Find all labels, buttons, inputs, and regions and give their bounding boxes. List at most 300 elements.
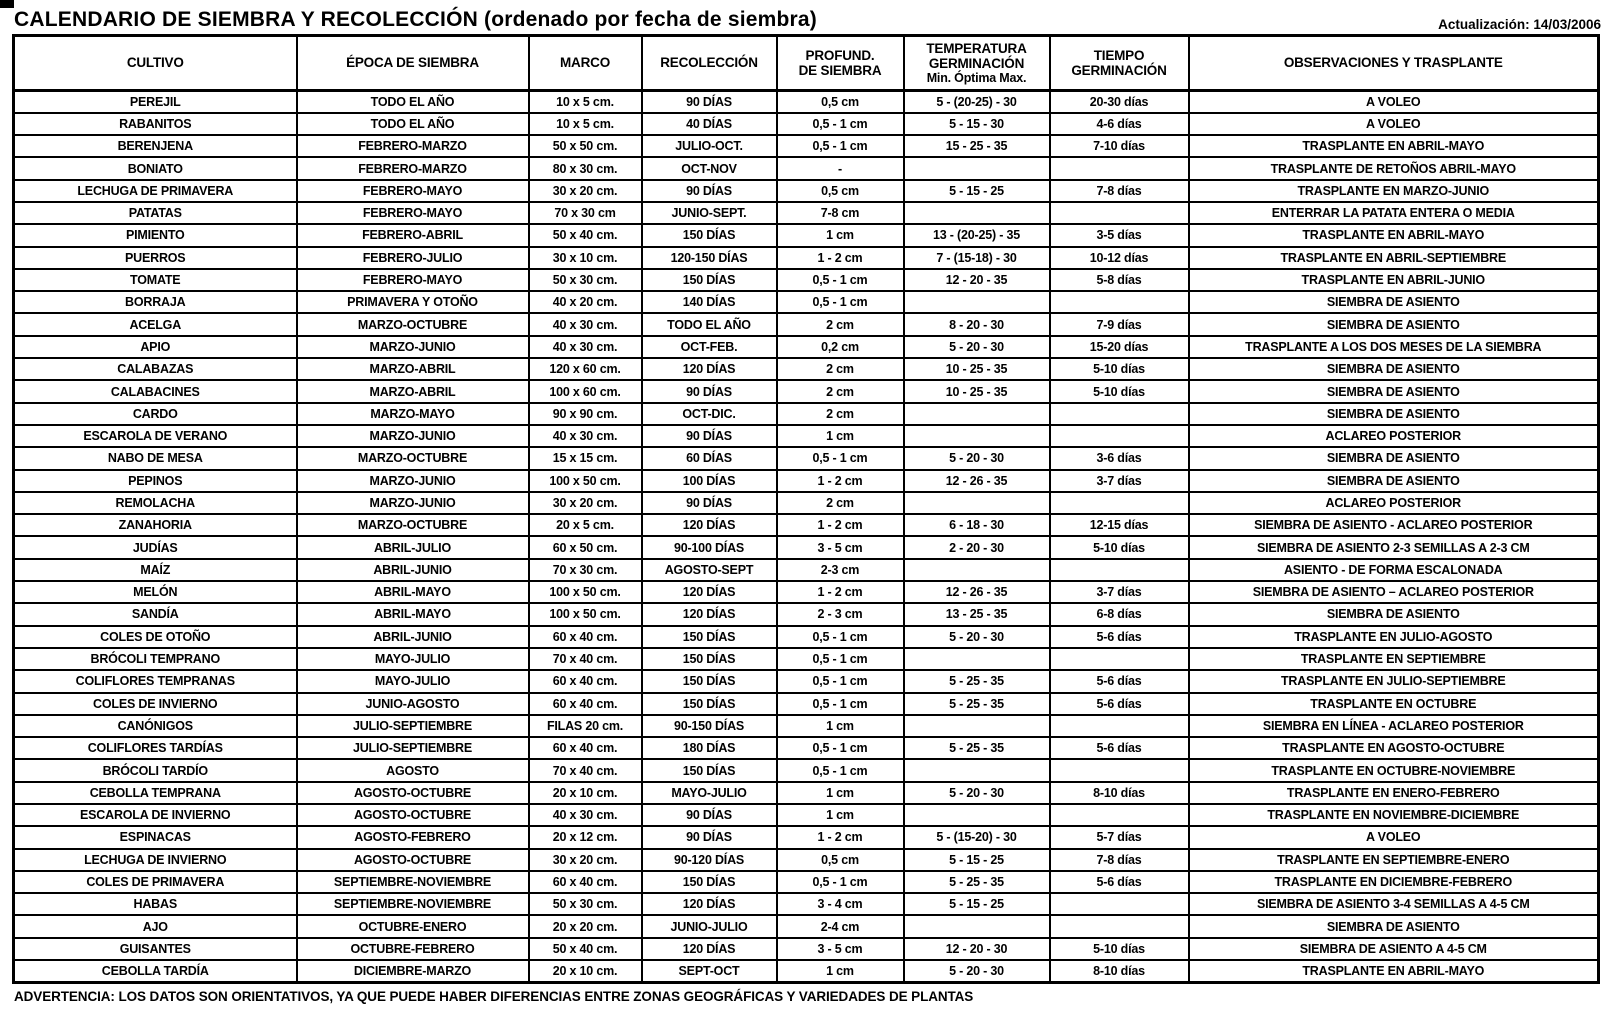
cell-tiempo-germinacion [1050, 915, 1189, 937]
cell-recoleccion: 90 DÍAS [642, 804, 777, 826]
cell-observaciones: SIEMBRA DE ASIENTO – ACLAREO POSTERIOR [1189, 581, 1599, 603]
table-row [14, 603, 1599, 625]
cell-tiempo-germinacion: 5-6 días [1050, 670, 1189, 692]
cell-recoleccion: 90 DÍAS [642, 826, 777, 848]
cell-cultivo: CALABAZAS [14, 358, 297, 380]
cell-tiempo-germinacion [1050, 291, 1189, 313]
cell-marco: 30 x 20 cm. [529, 492, 642, 514]
cell-cultivo: ESCAROLA DE INVIERNO [14, 804, 297, 826]
cell-temperatura-germinacion: 5 - 15 - 25 [904, 849, 1050, 871]
cell-temperatura-germinacion: 5 - 25 - 35 [904, 670, 1050, 692]
cell-tiempo-germinacion: 5-7 días [1050, 826, 1189, 848]
cell-observaciones: SIEMBRA DE ASIENTO 2-3 SEMILLAS A 2-3 CM [1189, 536, 1599, 558]
cell-recoleccion: AGOSTO-SEPT [642, 559, 777, 581]
cell-marco: 100 x 50 cm. [529, 581, 642, 603]
cell-observaciones: TRASPLANTE EN ABRIL-MAYO [1189, 224, 1599, 246]
cell-temperatura-germinacion [904, 291, 1050, 313]
table-row [14, 715, 1599, 737]
cell-epoca-siembra: MARZO-JUNIO [297, 492, 529, 514]
cell-observaciones: TRASPLANTE EN DICIEMBRE-FEBRERO [1189, 871, 1599, 893]
cell-observaciones: TRASPLANTE EN AGOSTO-OCTUBRE [1189, 737, 1599, 759]
cell-temperatura-germinacion [904, 915, 1050, 937]
cell-temperatura-germinacion: 7 - (15-18) - 30 [904, 247, 1050, 269]
cell-recoleccion: 90 DÍAS [642, 425, 777, 447]
table-row [14, 670, 1599, 692]
cell-recoleccion: OCT-NOV [642, 157, 777, 179]
cell-tiempo-germinacion [1050, 648, 1189, 670]
column-header-cultivo: CULTIVO [14, 36, 297, 91]
cell-cultivo: LECHUGA DE PRIMAVERA [14, 180, 297, 202]
table-row [14, 938, 1599, 960]
cell-epoca-siembra: AGOSTO-FEBRERO [297, 826, 529, 848]
cell-marco: 50 x 40 cm. [529, 938, 642, 960]
cell-cultivo: ACELGA [14, 313, 297, 335]
cell-recoleccion: 150 DÍAS [642, 224, 777, 246]
table-row [14, 380, 1599, 402]
cell-epoca-siembra: MAYO-JULIO [297, 670, 529, 692]
cell-temperatura-germinacion: 8 - 20 - 30 [904, 313, 1050, 335]
cell-temperatura-germinacion: 12 - 26 - 35 [904, 470, 1050, 492]
table-row [14, 693, 1599, 715]
cell-observaciones: TRASPLANTE EN SEPTIEMBRE [1189, 648, 1599, 670]
cell-epoca-siembra: JUNIO-AGOSTO [297, 693, 529, 715]
cell-tiempo-germinacion [1050, 759, 1189, 781]
cell-temperatura-germinacion: 5 - 25 - 35 [904, 737, 1050, 759]
cell-epoca-siembra: AGOSTO-OCTUBRE [297, 849, 529, 871]
cell-epoca-siembra: ABRIL-JUNIO [297, 559, 529, 581]
cell-profundidad-siembra: 2-4 cm [777, 915, 904, 937]
cell-recoleccion: 150 DÍAS [642, 759, 777, 781]
cell-epoca-siembra: PRIMAVERA Y OTOÑO [297, 291, 529, 313]
cell-epoca-siembra: FEBRERO-MARZO [297, 135, 529, 157]
cell-tiempo-germinacion: 3-7 días [1050, 581, 1189, 603]
cell-cultivo: SANDÍA [14, 603, 297, 625]
page-title: CALENDARIO DE SIEMBRA Y RECOLECCIÓN (ordenado por fecha de siembra) [14, 8, 817, 31]
table-row [14, 960, 1599, 982]
table-row [14, 113, 1599, 135]
cell-recoleccion: 140 DÍAS [642, 291, 777, 313]
cell-observaciones: SIEMBRA DE ASIENTO [1189, 447, 1599, 469]
cell-cultivo: CANÓNIGOS [14, 715, 297, 737]
cell-marco: FILAS 20 cm. [529, 715, 642, 737]
cell-profundidad-siembra: 0,5 - 1 cm [777, 871, 904, 893]
cell-profundidad-siembra: 0,5 cm [777, 180, 904, 202]
cell-observaciones: SIEMBRA DE ASIENTO 3-4 SEMILLAS A 4-5 CM [1189, 893, 1599, 915]
cell-marco: 40 x 30 cm. [529, 313, 642, 335]
cell-epoca-siembra: SEPTIEMBRE-NOVIEMBRE [297, 893, 529, 915]
cell-temperatura-germinacion [904, 715, 1050, 737]
cell-epoca-siembra: AGOSTO [297, 759, 529, 781]
cell-observaciones: TRASPLANTE EN JULIO-AGOSTO [1189, 626, 1599, 648]
table-row [14, 358, 1599, 380]
cell-observaciones: A VOLEO [1189, 91, 1599, 113]
cell-profundidad-siembra: 1 cm [777, 960, 904, 982]
cell-epoca-siembra: DICIEMBRE-MARZO [297, 960, 529, 982]
cell-tiempo-germinacion: 20-30 días [1050, 91, 1189, 113]
table-row [14, 291, 1599, 313]
cell-tiempo-germinacion [1050, 157, 1189, 179]
cell-observaciones: SIEMBRA DE ASIENTO [1189, 291, 1599, 313]
table-row [14, 447, 1599, 469]
column-header-profundidad-siembra: PROFUND. DE SIEMBRA [777, 36, 904, 91]
cell-cultivo: COLES DE PRIMAVERA [14, 871, 297, 893]
cell-epoca-siembra: MARZO-ABRIL [297, 380, 529, 402]
cell-tiempo-germinacion [1050, 425, 1189, 447]
cell-cultivo: PEREJIL [14, 91, 297, 113]
cell-epoca-siembra: TODO EL AÑO [297, 91, 529, 113]
cell-epoca-siembra: MARZO-OCTUBRE [297, 514, 529, 536]
cell-cultivo: AJO [14, 915, 297, 937]
cell-recoleccion: 150 DÍAS [642, 871, 777, 893]
table-row [14, 871, 1599, 893]
table-row [14, 536, 1599, 558]
cell-marco: 100 x 50 cm. [529, 603, 642, 625]
cell-observaciones: SIEMBRA DE ASIENTO A 4-5 CM [1189, 938, 1599, 960]
cell-epoca-siembra: MARZO-MAYO [297, 403, 529, 425]
cell-profundidad-siembra: 0,5 - 1 cm [777, 693, 904, 715]
cell-recoleccion: 90 DÍAS [642, 380, 777, 402]
cell-cultivo: PATATAS [14, 202, 297, 224]
cell-tiempo-germinacion: 5-10 días [1050, 938, 1189, 960]
cell-epoca-siembra: FEBRERO-JULIO [297, 247, 529, 269]
cell-temperatura-germinacion: 12 - 20 - 30 [904, 938, 1050, 960]
cell-cultivo: CEBOLLA TARDÍA [14, 960, 297, 982]
cell-profundidad-siembra: 7-8 cm [777, 202, 904, 224]
cell-temperatura-germinacion: 5 - 20 - 30 [904, 447, 1050, 469]
cell-marco: 60 x 40 cm. [529, 670, 642, 692]
cell-cultivo: GUISANTES [14, 938, 297, 960]
cell-marco: 20 x 10 cm. [529, 782, 642, 804]
cell-marco: 80 x 30 cm. [529, 157, 642, 179]
cell-cultivo: APIO [14, 336, 297, 358]
cell-recoleccion: 150 DÍAS [642, 626, 777, 648]
table-row [14, 224, 1599, 246]
cell-tiempo-germinacion: 4-6 días [1050, 113, 1189, 135]
table-row [14, 849, 1599, 871]
cell-recoleccion: OCT-FEB. [642, 336, 777, 358]
cell-profundidad-siembra: 1 - 2 cm [777, 581, 904, 603]
cell-epoca-siembra: JULIO-SEPTIEMBRE [297, 737, 529, 759]
cell-profundidad-siembra: 0,5 cm [777, 91, 904, 113]
cell-tiempo-germinacion: 7-9 días [1050, 313, 1189, 335]
cell-temperatura-germinacion: 10 - 25 - 35 [904, 380, 1050, 402]
cell-marco: 60 x 40 cm. [529, 693, 642, 715]
cell-temperatura-germinacion [904, 157, 1050, 179]
table-row [14, 269, 1599, 291]
cell-recoleccion: 40 DÍAS [642, 113, 777, 135]
cell-tiempo-germinacion [1050, 403, 1189, 425]
cell-observaciones: A VOLEO [1189, 826, 1599, 848]
cell-cultivo: COLIFLORES TARDÍAS [14, 737, 297, 759]
cell-tiempo-germinacion: 5-6 días [1050, 737, 1189, 759]
table-row [14, 135, 1599, 157]
cell-observaciones: TRASPLANTE EN SEPTIEMBRE-ENERO [1189, 849, 1599, 871]
cell-epoca-siembra: FEBRERO-MAYO [297, 269, 529, 291]
cell-temperatura-germinacion: 5 - 15 - 30 [904, 113, 1050, 135]
cell-tiempo-germinacion [1050, 492, 1189, 514]
cell-epoca-siembra: MARZO-ABRIL [297, 358, 529, 380]
cell-profundidad-siembra: 0,2 cm [777, 336, 904, 358]
scan-artifact [0, 0, 14, 8]
cell-tiempo-germinacion: 5-10 días [1050, 358, 1189, 380]
cell-observaciones: TRASPLANTE EN NOVIEMBRE-DICIEMBRE [1189, 804, 1599, 826]
cell-recoleccion: JUNIO-SEPT. [642, 202, 777, 224]
table-row [14, 804, 1599, 826]
cell-cultivo: COLES DE INVIERNO [14, 693, 297, 715]
cell-cultivo: CALABACINES [14, 380, 297, 402]
cell-profundidad-siembra: 3 - 5 cm [777, 938, 904, 960]
cell-marco: 40 x 20 cm. [529, 291, 642, 313]
cell-cultivo: PEPINOS [14, 470, 297, 492]
cell-epoca-siembra: AGOSTO-OCTUBRE [297, 804, 529, 826]
cell-temperatura-germinacion: 5 - 25 - 35 [904, 693, 1050, 715]
table-row [14, 559, 1599, 581]
cell-cultivo: COLIFLORES TEMPRANAS [14, 670, 297, 692]
cell-tiempo-germinacion: 5-6 días [1050, 626, 1189, 648]
cell-tiempo-germinacion [1050, 559, 1189, 581]
cell-cultivo: ESCAROLA DE VERANO [14, 425, 297, 447]
cell-temperatura-germinacion: 12 - 20 - 35 [904, 269, 1050, 291]
table-row [14, 737, 1599, 759]
updated-date: Actualización: 14/03/2006 [1438, 17, 1601, 32]
table-header-row [14, 36, 1599, 91]
cell-observaciones: TRASPLANTE A LOS DOS MESES DE LA SIEMBRA [1189, 336, 1599, 358]
cell-marco: 60 x 40 cm. [529, 871, 642, 893]
cell-profundidad-siembra: 0,5 - 1 cm [777, 648, 904, 670]
cell-temperatura-germinacion: 15 - 25 - 35 [904, 135, 1050, 157]
cell-marco: 50 x 40 cm. [529, 224, 642, 246]
cell-temperatura-germinacion: 5 - (20-25) - 30 [904, 91, 1050, 113]
cell-marco: 120 x 60 cm. [529, 358, 642, 380]
cell-marco: 40 x 30 cm. [529, 425, 642, 447]
cell-epoca-siembra: MARZO-JUNIO [297, 336, 529, 358]
cell-temperatura-germinacion [904, 648, 1050, 670]
cell-cultivo: TOMATE [14, 269, 297, 291]
table-row [14, 514, 1599, 536]
table-row [14, 759, 1599, 781]
cell-recoleccion: OCT-DIC. [642, 403, 777, 425]
cell-recoleccion: JULIO-OCT. [642, 135, 777, 157]
cell-recoleccion: 120 DÍAS [642, 603, 777, 625]
cell-epoca-siembra: OCTUBRE-ENERO [297, 915, 529, 937]
cell-recoleccion: 90-100 DÍAS [642, 536, 777, 558]
table-row [14, 782, 1599, 804]
cell-tiempo-germinacion: 7-10 días [1050, 135, 1189, 157]
table-row [14, 826, 1599, 848]
cell-tiempo-germinacion: 7-8 días [1050, 180, 1189, 202]
cell-tiempo-germinacion [1050, 804, 1189, 826]
cell-profundidad-siembra: 1 - 2 cm [777, 514, 904, 536]
cell-temperatura-germinacion [904, 425, 1050, 447]
cell-recoleccion: JUNIO-JULIO [642, 915, 777, 937]
cell-tiempo-germinacion: 12-15 días [1050, 514, 1189, 536]
cell-recoleccion: 90-120 DÍAS [642, 849, 777, 871]
table-row [14, 581, 1599, 603]
table-body [14, 91, 1599, 983]
cell-temperatura-germinacion: 5 - 20 - 30 [904, 782, 1050, 804]
cell-profundidad-siembra: 0,5 - 1 cm [777, 113, 904, 135]
table-row [14, 157, 1599, 179]
table-row [14, 91, 1599, 113]
cell-tiempo-germinacion: 3-6 días [1050, 447, 1189, 469]
cell-marco: 50 x 50 cm. [529, 135, 642, 157]
cell-tiempo-germinacion [1050, 202, 1189, 224]
cell-temperatura-germinacion: 13 - 25 - 35 [904, 603, 1050, 625]
cell-marco: 70 x 40 cm. [529, 759, 642, 781]
cell-recoleccion: 120 DÍAS [642, 938, 777, 960]
cell-profundidad-siembra: 0,5 - 1 cm [777, 447, 904, 469]
cell-temperatura-germinacion: 13 - (20-25) - 35 [904, 224, 1050, 246]
cell-epoca-siembra: MAYO-JULIO [297, 648, 529, 670]
warning-note: ADVERTENCIA: LOS DATOS SON ORIENTATIVOS, YA QUE PUEDE HABER DIFERENCIAS ENTRE ZONAS GEOGRÁFICAS Y VARIEDADES DE PLANTAS [14, 988, 974, 1004]
cell-recoleccion: 150 DÍAS [642, 269, 777, 291]
cell-tiempo-germinacion [1050, 893, 1189, 915]
table-row [14, 626, 1599, 648]
cell-temperatura-germinacion [904, 492, 1050, 514]
cell-profundidad-siembra: 0,5 - 1 cm [777, 135, 904, 157]
cell-tiempo-germinacion: 15-20 días [1050, 336, 1189, 358]
table-row [14, 492, 1599, 514]
cell-observaciones: TRASPLANTE EN JULIO-SEPTIEMBRE [1189, 670, 1599, 692]
table-row [14, 648, 1599, 670]
cell-epoca-siembra: TODO EL AÑO [297, 113, 529, 135]
cell-cultivo: BONIATO [14, 157, 297, 179]
cell-profundidad-siembra: 2 - 3 cm [777, 603, 904, 625]
cell-epoca-siembra: FEBRERO-MARZO [297, 157, 529, 179]
cell-observaciones: ENTERRAR LA PATATA ENTERA O MEDIA [1189, 202, 1599, 224]
cell-recoleccion: 90 DÍAS [642, 91, 777, 113]
cell-tiempo-germinacion: 8-10 días [1050, 960, 1189, 982]
cell-temperatura-germinacion [904, 559, 1050, 581]
planting-calendar-table [12, 34, 1600, 984]
cell-profundidad-siembra: 2-3 cm [777, 559, 904, 581]
cell-profundidad-siembra: 1 cm [777, 715, 904, 737]
cell-profundidad-siembra: 3 - 4 cm [777, 893, 904, 915]
cell-cultivo: PIMIENTO [14, 224, 297, 246]
cell-temperatura-germinacion [904, 202, 1050, 224]
cell-epoca-siembra: SEPTIEMBRE-NOVIEMBRE [297, 871, 529, 893]
cell-recoleccion: 120 DÍAS [642, 358, 777, 380]
cell-observaciones: SIEMBRA DE ASIENTO [1189, 358, 1599, 380]
cell-temperatura-germinacion: 5 - 15 - 25 [904, 180, 1050, 202]
cell-marco: 50 x 30 cm. [529, 893, 642, 915]
cell-profundidad-siembra: 3 - 5 cm [777, 536, 904, 558]
cell-tiempo-germinacion: 3-5 días [1050, 224, 1189, 246]
cell-marco: 100 x 50 cm. [529, 470, 642, 492]
document-header [0, 0, 1617, 34]
cell-observaciones: TRASPLANTE EN ABRIL-JUNIO [1189, 269, 1599, 291]
cell-temperatura-germinacion: 5 - 15 - 25 [904, 893, 1050, 915]
cell-observaciones: ASIENTO - DE FORMA ESCALONADA [1189, 559, 1599, 581]
table-row [14, 247, 1599, 269]
cell-epoca-siembra: ABRIL-MAYO [297, 603, 529, 625]
cell-tiempo-germinacion: 10-12 días [1050, 247, 1189, 269]
cell-epoca-siembra: MARZO-OCTUBRE [297, 447, 529, 469]
cell-profundidad-siembra: 0,5 - 1 cm [777, 626, 904, 648]
cell-epoca-siembra: ABRIL-MAYO [297, 581, 529, 603]
cell-recoleccion: 180 DÍAS [642, 737, 777, 759]
cell-profundidad-siembra: 2 cm [777, 492, 904, 514]
cell-epoca-siembra: MARZO-JUNIO [297, 425, 529, 447]
cell-observaciones: SIEMBRA DE ASIENTO [1189, 380, 1599, 402]
cell-recoleccion: 120-150 DÍAS [642, 247, 777, 269]
cell-temperatura-germinacion: 6 - 18 - 30 [904, 514, 1050, 536]
cell-profundidad-siembra: 2 cm [777, 313, 904, 335]
cell-epoca-siembra: AGOSTO-OCTUBRE [297, 782, 529, 804]
cell-temperatura-germinacion: 5 - (15-20) - 30 [904, 826, 1050, 848]
cell-tiempo-germinacion: 6-8 días [1050, 603, 1189, 625]
cell-recoleccion: 90 DÍAS [642, 492, 777, 514]
cell-profundidad-siembra: 0,5 - 1 cm [777, 737, 904, 759]
cell-profundidad-siembra: 0,5 - 1 cm [777, 759, 904, 781]
cell-observaciones: SIEMBRA DE ASIENTO [1189, 470, 1599, 492]
cell-cultivo: BRÓCOLI TEMPRANO [14, 648, 297, 670]
cell-temperatura-germinacion: 12 - 26 - 35 [904, 581, 1050, 603]
cell-observaciones: ACLAREO POSTERIOR [1189, 492, 1599, 514]
cell-observaciones: TRASPLANTE EN OCTUBRE-NOVIEMBRE [1189, 759, 1599, 781]
cell-observaciones: SIEMBRA DE ASIENTO [1189, 915, 1599, 937]
cell-profundidad-siembra: 1 - 2 cm [777, 470, 904, 492]
cell-marco: 70 x 30 cm [529, 202, 642, 224]
cell-epoca-siembra: ABRIL-JULIO [297, 536, 529, 558]
column-header-tiempo-germinacion: TIEMPO GERMINACIÓN [1050, 36, 1189, 91]
table-row [14, 893, 1599, 915]
cell-epoca-siembra: OCTUBRE-FEBRERO [297, 938, 529, 960]
cell-temperatura-germinacion: 10 - 25 - 35 [904, 358, 1050, 380]
cell-recoleccion: TODO EL AÑO [642, 313, 777, 335]
table-row [14, 313, 1599, 335]
cell-marco: 60 x 40 cm. [529, 737, 642, 759]
cell-temperatura-germinacion: 5 - 20 - 30 [904, 336, 1050, 358]
cell-cultivo: BRÓCOLI TARDÍO [14, 759, 297, 781]
cell-observaciones: TRASPLANTE EN OCTUBRE [1189, 693, 1599, 715]
cell-tiempo-germinacion: 8-10 días [1050, 782, 1189, 804]
cell-marco: 40 x 30 cm. [529, 804, 642, 826]
cell-observaciones: A VOLEO [1189, 113, 1599, 135]
cell-cultivo: MAÍZ [14, 559, 297, 581]
cell-observaciones: SIEMBRA DE ASIENTO [1189, 403, 1599, 425]
cell-marco: 20 x 12 cm. [529, 826, 642, 848]
cell-marco: 100 x 60 cm. [529, 380, 642, 402]
cell-marco: 20 x 10 cm. [529, 960, 642, 982]
cell-observaciones: TRASPLANTE EN ABRIL-SEPTIEMBRE [1189, 247, 1599, 269]
cell-observaciones: SIEMBRA DE ASIENTO [1189, 603, 1599, 625]
cell-cultivo: BORRAJA [14, 291, 297, 313]
cell-marco: 60 x 40 cm. [529, 626, 642, 648]
cell-temperatura-germinacion: 2 - 20 - 30 [904, 536, 1050, 558]
cell-observaciones: SIEMBRA EN LÍNEA - ACLAREO POSTERIOR [1189, 715, 1599, 737]
cell-marco: 10 x 5 cm. [529, 113, 642, 135]
cell-temperatura-germinacion [904, 804, 1050, 826]
cell-epoca-siembra: FEBRERO-ABRIL [297, 224, 529, 246]
cell-cultivo: PUERROS [14, 247, 297, 269]
cell-cultivo: NABO DE MESA [14, 447, 297, 469]
cell-cultivo: CARDO [14, 403, 297, 425]
cell-marco: 30 x 20 cm. [529, 849, 642, 871]
cell-profundidad-siembra: 2 cm [777, 403, 904, 425]
cell-cultivo: BERENJENA [14, 135, 297, 157]
cell-tiempo-germinacion: 5-6 días [1050, 693, 1189, 715]
cell-profundidad-siembra: 1 - 2 cm [777, 247, 904, 269]
cell-observaciones: ACLAREO POSTERIOR [1189, 425, 1599, 447]
cell-tiempo-germinacion: 5-8 días [1050, 269, 1189, 291]
cell-observaciones: SIEMBRA DE ASIENTO - ACLAREO POSTERIOR [1189, 514, 1599, 536]
cell-profundidad-siembra: 0,5 - 1 cm [777, 291, 904, 313]
cell-recoleccion: 60 DÍAS [642, 447, 777, 469]
cell-marco: 50 x 30 cm. [529, 269, 642, 291]
cell-marco: 70 x 30 cm. [529, 559, 642, 581]
cell-recoleccion: 90-150 DÍAS [642, 715, 777, 737]
